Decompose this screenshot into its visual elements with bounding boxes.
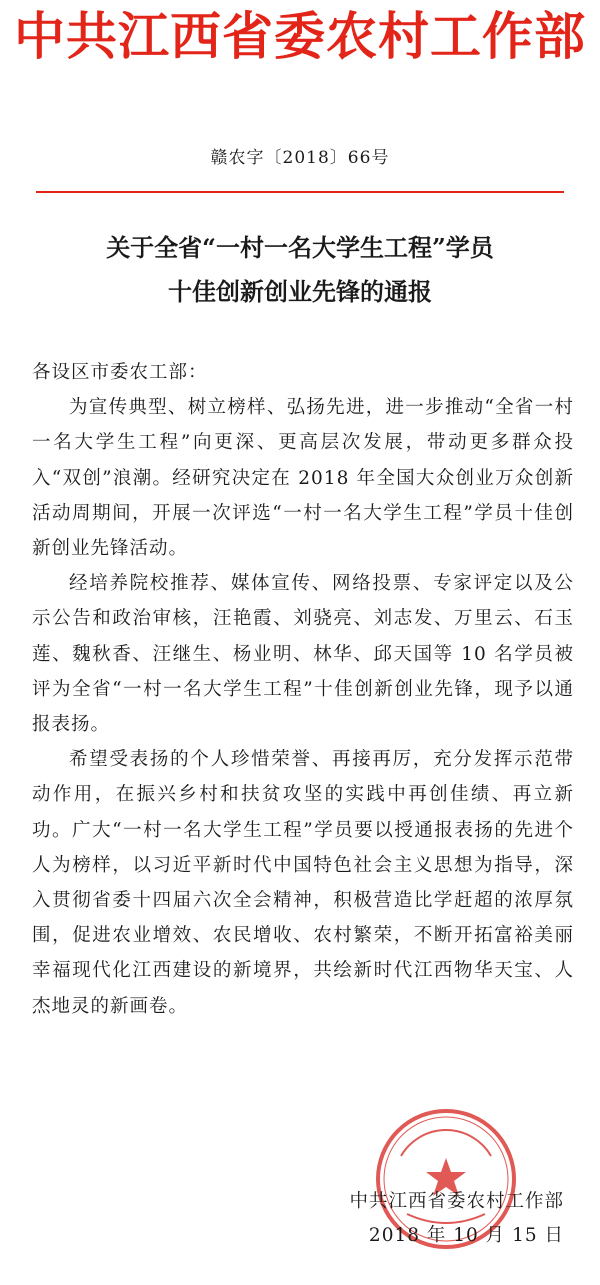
document-number: 赣农字〔2018〕66号 xyxy=(210,148,390,168)
body-paragraph-3: 希望受表扬的个人珍惜荣誉、再接再厉，充分发挥示范带动作用，在振兴乡村和扶贫攻坚的实践中再创佳绩、再立新功。广大“一村一名大学生工程”学员要以授通报表扬的先进个人为榜样，以习近平新时代中国特色社会主义思想为指导，深入贯彻省委十四届六次全会精神，积极营造比学赶超的浓厚氛围，促进农业增效、农民增收、农村繁荣，不断开拓富裕美丽幸福现代化江西建设的新境界，共绘新时代江西物华天宝、人杰地灵的新画卷。 xyxy=(32,749,574,1017)
issuer-masthead: 中共江西省委农村工作部 xyxy=(13,7,586,67)
signature-block xyxy=(349,1185,564,1253)
body-paragraph-2: 经培养院校推荐、媒体宣传、网络投票、专家评定以及公示公告和政治审核，汪艳霞、刘骁亮、刘志发、万里云、石玉莲、魏秋香、汪继生、杨业明、林华、邱天国等 10 名学员被评为全省“一村一名大学生工程”十佳创新创业先锋，现予以通报表扬。 xyxy=(32,573,574,736)
document-title xyxy=(0,226,600,314)
document-body xyxy=(32,355,574,1024)
signing-date: 2018 年 10 月 15 日 xyxy=(368,1225,564,1246)
title-line-2: 十佳创新创业先锋的通报 xyxy=(168,277,432,306)
red-divider-line xyxy=(36,191,564,193)
salutation: 各设区市委农工部： xyxy=(32,362,208,383)
body-paragraph-1: 为宣传典型、树立榜样、弘扬先进，进一步推动“全省一村一名大学生工程”向更深、更高层次发展，带动更多群众投入“双创”浪潮。经研究决定在 2018 年全国大众创业万众创新活动周期间，开展一次评选“一村一名大学生工程”学员十佳创新创业先锋活动。 xyxy=(32,397,574,560)
title-line-1: 关于全省“一村一名大学生工程”学员 xyxy=(106,233,494,262)
signing-organization: 中共江西省委农村工作部 xyxy=(349,1191,564,1212)
